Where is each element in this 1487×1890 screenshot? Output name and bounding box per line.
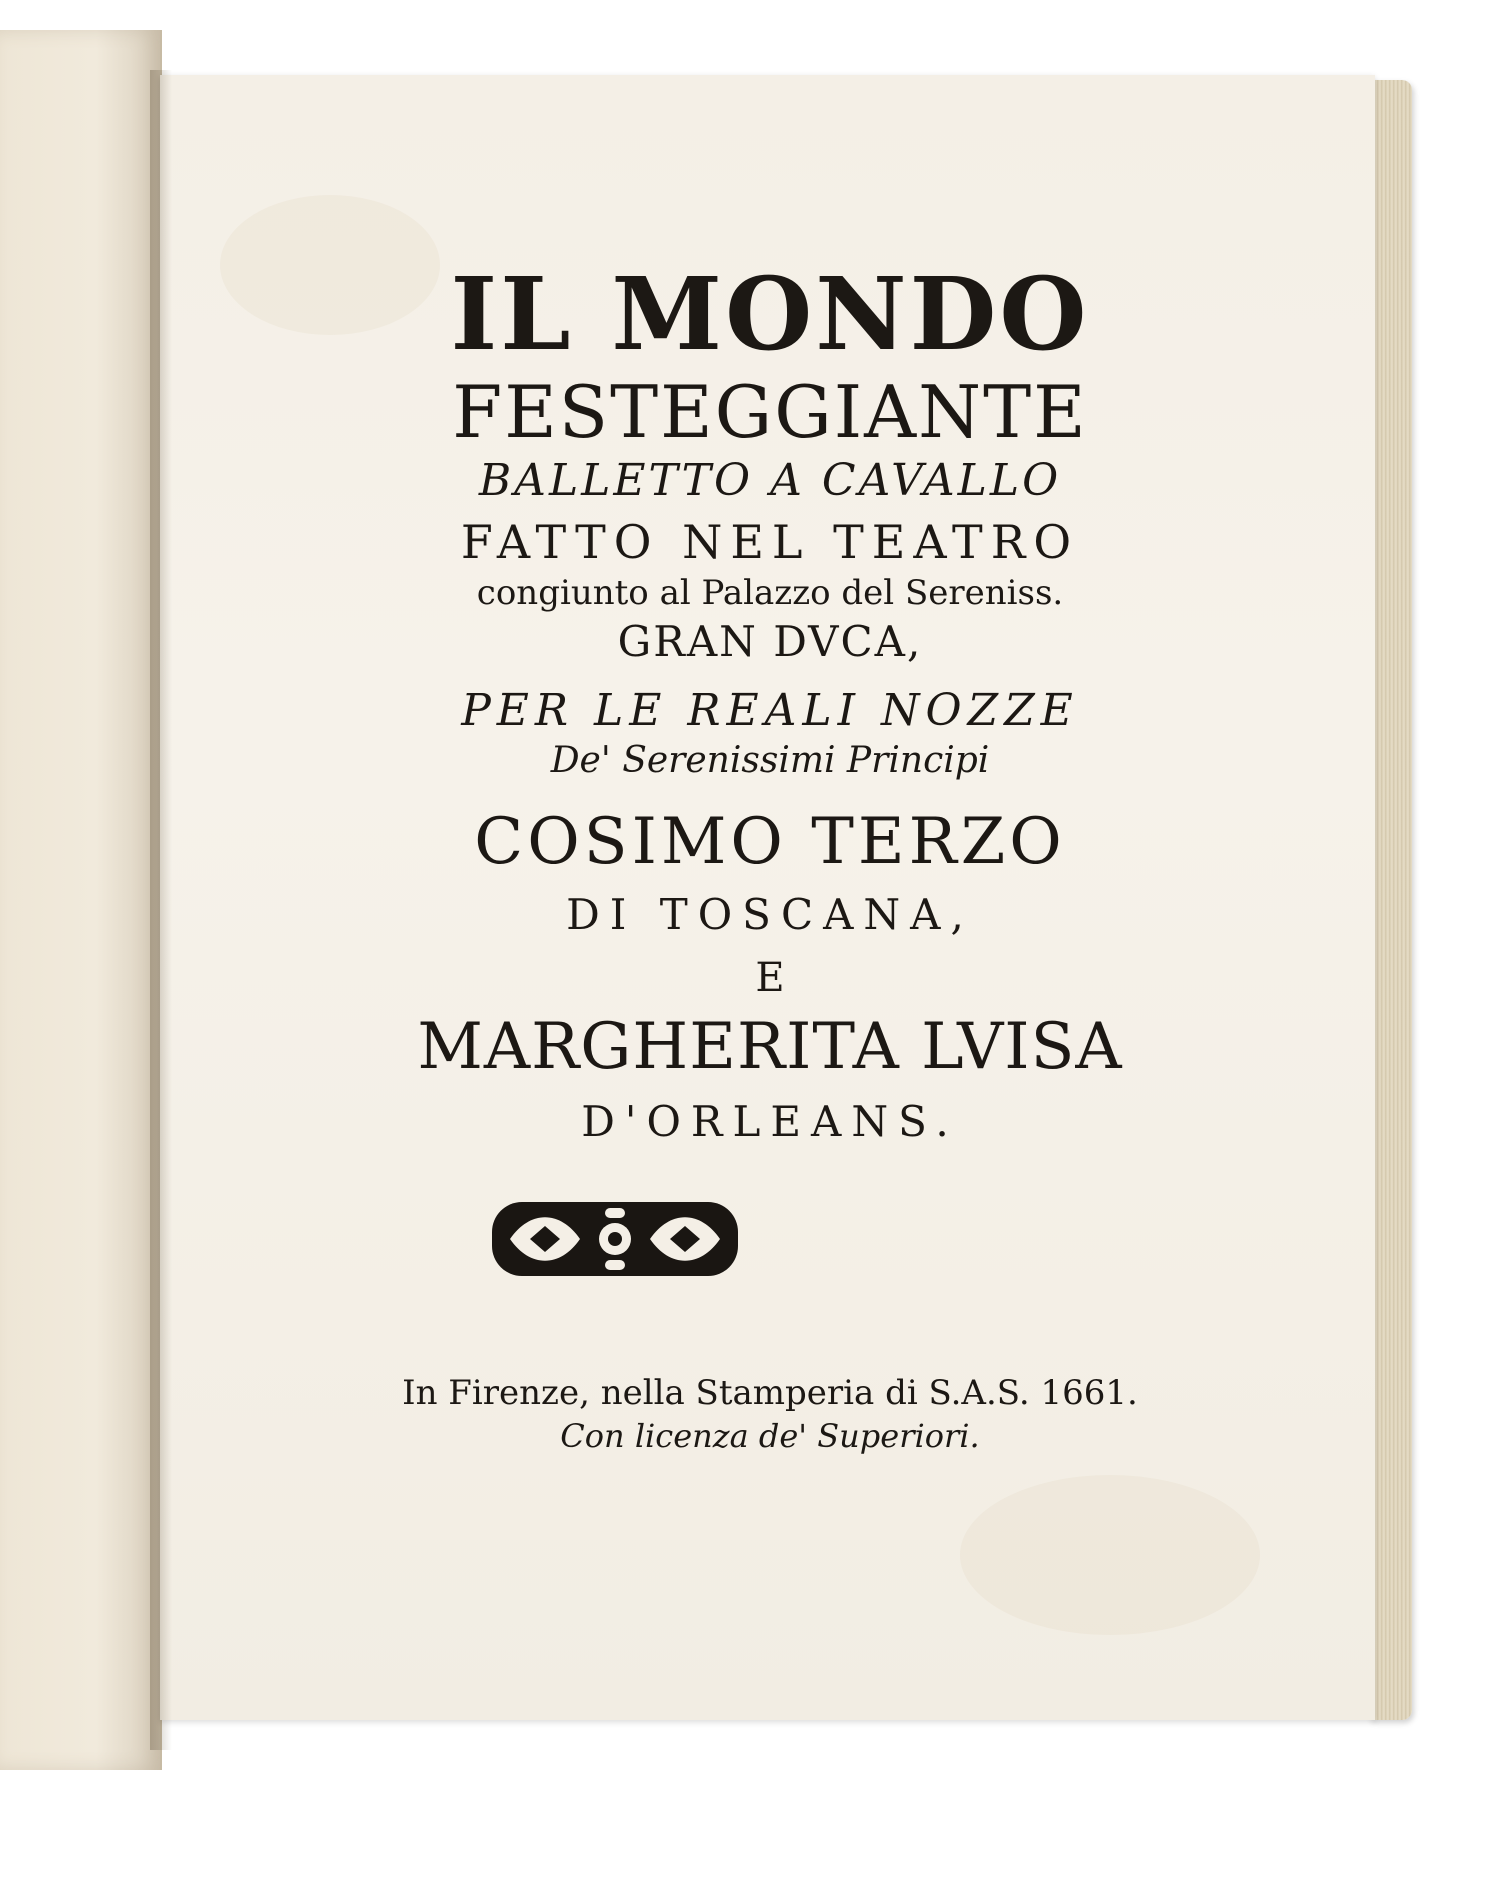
title-line-10: DI TOSCANA, — [566, 890, 974, 939]
printer-ornament-icon — [490, 1200, 740, 1278]
title-line-4: FATTO NEL TEATRO — [460, 515, 1080, 569]
page-edges — [1370, 80, 1412, 1720]
title-line-7: PER LE REALI NOZZE — [461, 685, 1079, 736]
subtitle: BALLETTO A CAVALLO — [478, 455, 1062, 506]
title-line-5: congiunto al Palazzo del Sereniss. — [476, 573, 1064, 613]
main-title-line-1: IL MONDO — [450, 255, 1090, 373]
title-line-6: GRAN DVCA, — [617, 617, 923, 666]
title-line-8: De' Serenissimi Principi — [550, 740, 990, 781]
title-line-13: D'ORLEANS. — [581, 1097, 959, 1146]
title-line-12: MARGHERITA LVISA — [417, 1010, 1123, 1084]
title-page — [160, 75, 1375, 1720]
title-line-11: E — [755, 955, 785, 1001]
main-title-line-2: FESTEGGIANTE — [452, 370, 1088, 454]
license-line: Con licenza de' Superiori. — [560, 1417, 980, 1455]
spine-shadow — [150, 70, 172, 1750]
title-text-block — [160, 75, 1375, 1720]
title-line-9: COSIMO TERZO — [474, 805, 1066, 879]
left-page — [0, 30, 162, 1770]
imprint-line: In Firenze, nella Stamperia di S.A.S. 1661. — [402, 1373, 1138, 1413]
